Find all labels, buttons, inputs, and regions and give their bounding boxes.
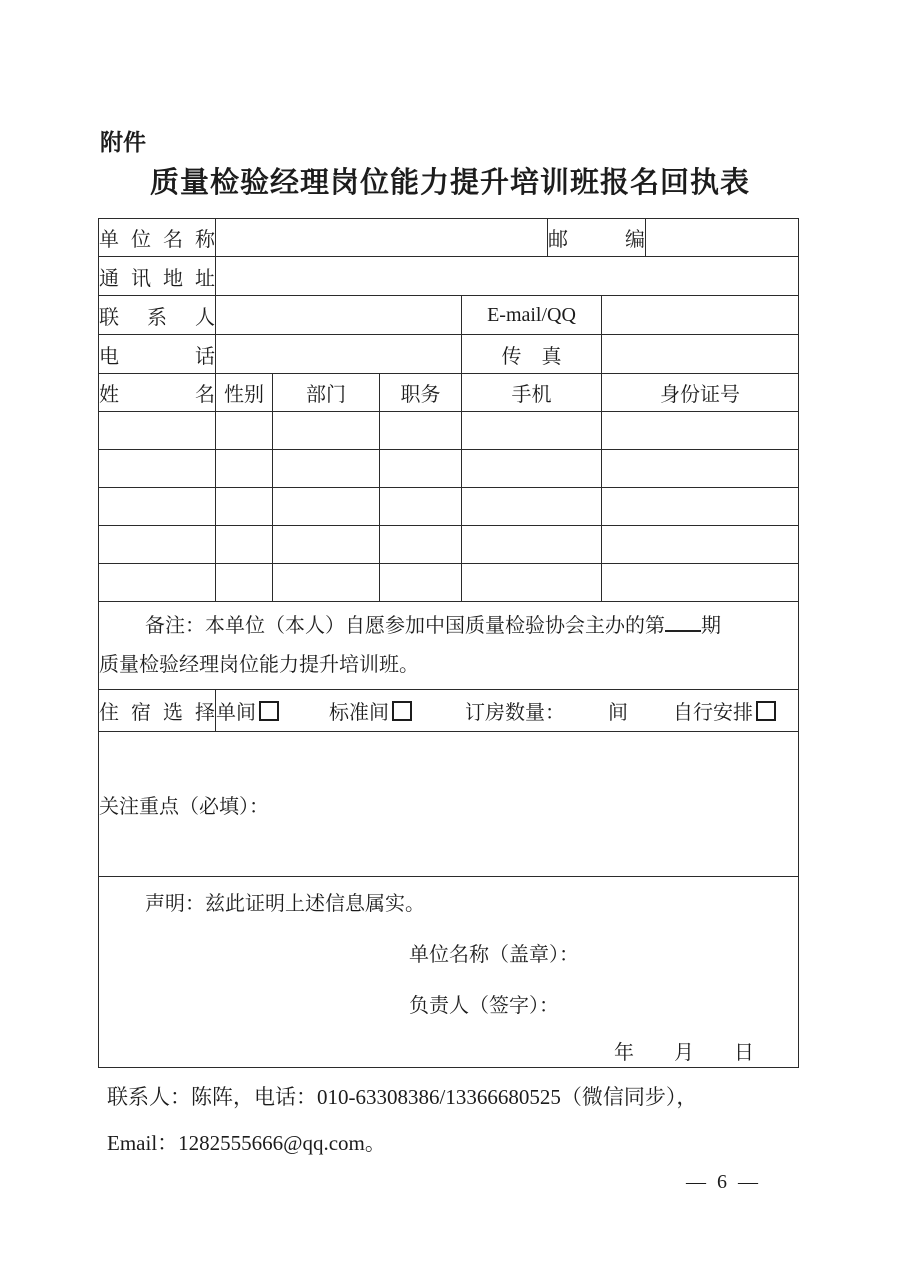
contact-row	[99, 296, 799, 335]
roster-empty-cell	[216, 488, 273, 526]
address-value-cell	[216, 257, 799, 296]
email-qq-label: E-mail/QQ	[462, 296, 602, 335]
roster-empty-cell	[273, 526, 380, 564]
footer-email-line: Email：1282555666@qq.com。	[107, 1131, 386, 1155]
roster-empty-cell	[602, 526, 799, 564]
attachment-label: 附件	[100, 129, 146, 155]
roster-empty-cell	[99, 564, 216, 602]
declaration-statement: 声明：兹此证明上述信息属实。	[145, 893, 425, 915]
email-qq-value-cell	[602, 296, 799, 335]
roster-empty-cell	[273, 412, 380, 450]
accommodation-row	[99, 690, 799, 732]
roster-empty-cell	[462, 526, 602, 564]
roster-empty-cell	[602, 450, 799, 488]
self-arrange-label: 自行安排	[673, 702, 753, 724]
remark-cell	[99, 602, 799, 690]
accommodation-label: 住宿选择	[99, 690, 216, 732]
address-label: 通讯地址	[99, 257, 216, 296]
roster-empty-cell	[380, 488, 462, 526]
roster-empty-cell	[99, 450, 216, 488]
roster-empty-cell	[380, 412, 462, 450]
footer-contact-line: 联系人：陈阵，电话：010-63308386/13366680525（微信同步），	[107, 1085, 698, 1109]
single-room-label: 单间	[216, 702, 256, 724]
standard-room-option	[329, 696, 412, 725]
roster-empty-cell	[462, 564, 602, 602]
focus-cell	[99, 732, 799, 877]
accommodation-options-cell	[216, 690, 799, 732]
roster-empty-cell	[216, 526, 273, 564]
postcode-label: 邮编	[548, 219, 646, 257]
focus-row	[99, 732, 799, 877]
roster-empty-row	[99, 450, 799, 488]
roster-empty-cell	[99, 412, 216, 450]
remark-text-after-blank: 期	[701, 614, 721, 637]
remark-text-before-blank: 备注：本单位（本人）自愿参加中国质量检验协会主办的第	[145, 614, 665, 637]
remark-line2: 质量检验经理岗位能力提升培训班。	[99, 653, 419, 676]
booking-qty-unit: 间	[608, 702, 628, 724]
roster-empty-cell	[273, 488, 380, 526]
unit-name-label: 单位名称	[99, 219, 216, 257]
roster-empty-cell	[462, 412, 602, 450]
form-title: 质量检验经理岗位能力提升培训班报名回执表	[149, 167, 750, 199]
roster-empty-cell	[602, 564, 799, 602]
roster-empty-cell	[273, 564, 380, 602]
roster-header-gender: 性别	[216, 374, 273, 412]
single-room-checkbox-icon	[259, 701, 279, 721]
roster-empty-row	[99, 412, 799, 450]
session-number-blank	[665, 630, 701, 632]
fax-value-cell	[602, 335, 799, 374]
booking-qty-label: 订房数量：	[465, 702, 565, 724]
unit-name-value-cell	[216, 219, 548, 257]
phone-label: 电话	[99, 335, 216, 374]
roster-empty-cell	[462, 488, 602, 526]
standard-room-checkbox-icon	[392, 701, 412, 721]
roster-header-name: 姓名	[99, 374, 216, 412]
single-room-option	[216, 696, 279, 725]
roster-empty-cell	[216, 564, 273, 602]
signature-label: 负责人（签字）：	[409, 995, 559, 1017]
date-line: 年 月 日	[614, 1042, 754, 1064]
contact-value-cell	[216, 296, 462, 335]
page-number: — 6 —	[686, 1171, 761, 1193]
fax-label: 传 真	[462, 335, 602, 374]
declaration-row	[99, 877, 799, 1068]
roster-empty-cell	[99, 526, 216, 564]
remark-row	[99, 602, 799, 690]
phone-value-cell	[216, 335, 462, 374]
roster-empty-cell	[380, 526, 462, 564]
roster-empty-row	[99, 564, 799, 602]
unit-name-row	[99, 219, 799, 257]
registration-form-table	[98, 218, 799, 1068]
roster-header-row	[99, 374, 799, 412]
roster-empty-cell	[216, 412, 273, 450]
roster-empty-row	[99, 526, 799, 564]
remark-line1	[99, 607, 798, 646]
unit-seal-label: 单位名称（盖章）：	[409, 944, 579, 966]
contact-label: 联系人	[99, 296, 216, 335]
roster-empty-cell	[462, 450, 602, 488]
roster-header-department: 部门	[273, 374, 380, 412]
postcode-value-cell	[646, 219, 799, 257]
self-arrange-checkbox-icon	[756, 701, 776, 721]
roster-header-id-number: 身份证号	[602, 374, 799, 412]
roster-empty-cell	[602, 412, 799, 450]
roster-empty-cell	[99, 488, 216, 526]
roster-header-mobile: 手机	[462, 374, 602, 412]
roster-empty-cell	[602, 488, 799, 526]
standard-room-label: 标准间	[329, 702, 389, 724]
self-arrange-option	[673, 696, 776, 725]
roster-empty-cell	[273, 450, 380, 488]
declaration-cell	[99, 877, 799, 1068]
address-row	[99, 257, 799, 296]
roster-empty-cell	[380, 564, 462, 602]
focus-label: 关注重点（必填）：	[99, 795, 269, 818]
roster-empty-cell	[380, 450, 462, 488]
roster-empty-row	[99, 488, 799, 526]
roster-header-position: 职务	[380, 374, 462, 412]
roster-empty-cell	[216, 450, 273, 488]
phone-row	[99, 335, 799, 374]
